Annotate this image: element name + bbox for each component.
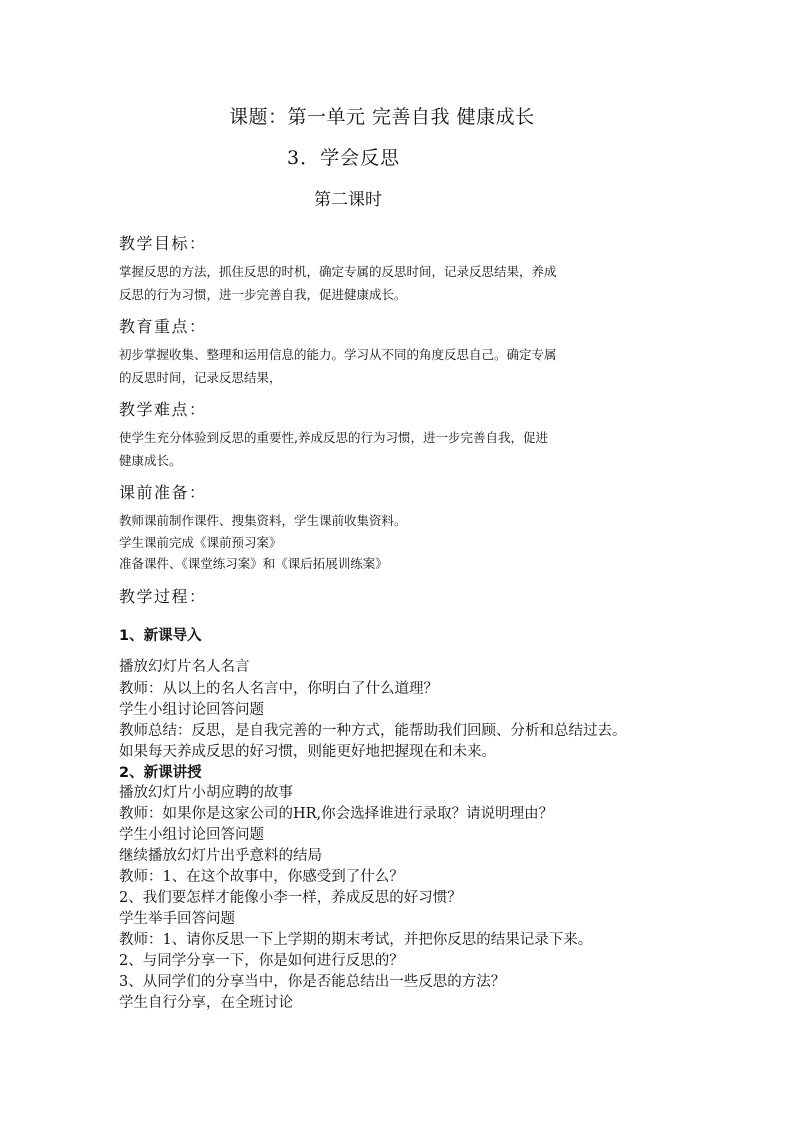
section-line: 学生小组讨论回答问题 [119,827,264,843]
key-points-heading: 教育重点： [119,317,207,336]
section-line: 3、从同学们的分享当中，你是否能总结出一些反思的方法？ [119,974,506,990]
section-line: 教师：如果你是这家公司的HR,你会选择谁进行录取？请说明理由？ [119,806,554,822]
difficulties-heading: 教学难点： [119,400,207,419]
lesson-subtitle: 3．学会反思 [287,147,401,169]
section-heading: 2、新课讲授 [119,765,202,781]
objectives-line: 反思的行为习惯，进一步完善自我，促进健康成长。 [119,287,407,302]
objectives-heading: 教学目标： [119,234,207,253]
section-line: 教师：从以上的名人名言中，你明白了什么道理？ [119,681,438,697]
key-points-line: 初步掌握收集、整理和运用信息的能力。学习从不同的角度反思自己。确定专属 [119,347,557,362]
section-line: 播放幻灯片小胡应聘的故事 [119,785,293,801]
key-points-line: 的反思时间，记录反思结果， [119,370,282,385]
section-line: 学生小组讨论回答问题 [119,702,264,718]
section-line: 教师：1、请你反思一下上学期的期末考试，并把你反思的结果记录下来。 [119,932,593,948]
section-line: 2、与同学分享一下，你是如何进行反思的？ [119,953,404,969]
section-line: 继续播放幻灯片出乎意料的结局 [119,848,322,864]
preparation-line: 学生课前完成《课前预习案》 [119,535,282,550]
section-heading: 1、新课导入 [119,628,202,644]
process-heading: 教学过程： [119,587,207,606]
difficulties-line: 使学生充分体验到反思的重要性,养成反思的行为习惯，进一步完善自我，促进 [119,430,548,445]
section-line: 播放幻灯片名人名言 [119,659,250,675]
section-line: 教师：1、在这个故事中，你感受到了什么？ [119,869,404,885]
lesson-period: 第二课时 [314,190,382,210]
difficulties-line: 健康成长。 [119,453,182,468]
section-line: 教师总结：反思，是自我完善的一种方式，能帮助我们回顾、分析和总结过去。 [119,723,627,739]
preparation-line: 准备课件、《课堂练习案》和《课后拓展训练案》 [119,556,388,571]
objectives-line: 掌握反思的方法，抓住反思的时机，确定专属的反思时间，记录反思结果，养成 [119,264,557,279]
section-line: 如果每天养成反思的好习惯，则能更好地把握现在和未来。 [119,744,496,760]
preparation-line: 教师课前制作课件、搜集资料，学生课前收集资料。 [119,513,407,528]
section-line: 学生举手回答问题 [119,911,235,927]
lesson-title: 课题：第一单元 完善自我 健康成长 [229,106,535,128]
section-line: 学生自行分享，在全班讨论 [119,995,293,1011]
preparation-heading: 课前准备： [119,483,207,502]
section-line: 2、我们要怎样才能像小李一样，养成反思的好习惯？ [119,890,462,906]
